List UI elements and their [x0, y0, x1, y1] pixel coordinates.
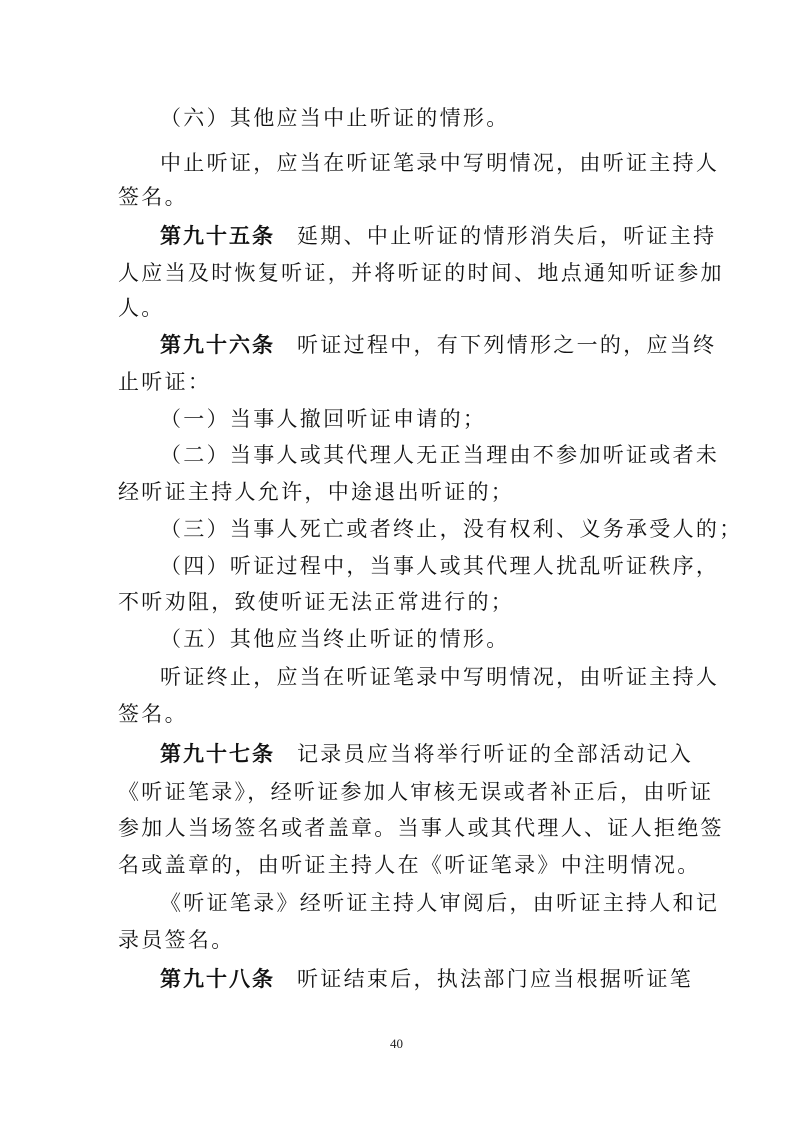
- line-text: （一）当事人撤回听证申请的；: [160, 407, 487, 431]
- article-heading: 第九十五条: [160, 224, 275, 248]
- text-line: [160, 145, 720, 181]
- text-line: [118, 364, 678, 400]
- text-line: [160, 437, 720, 473]
- line-text: 止听证：: [118, 370, 212, 394]
- article-97-line: [160, 736, 720, 772]
- line-text: （四）听证过程中，当事人或其代理人扰乱听证秩序，: [160, 554, 720, 578]
- text-line: [118, 810, 724, 846]
- text-line: [160, 511, 743, 547]
- line-text: （六）其他应当中止听证的情形。: [160, 106, 510, 130]
- text-line: [160, 401, 720, 437]
- text-line: [160, 548, 720, 584]
- text-line: [160, 885, 720, 921]
- page-number: 40: [390, 1036, 403, 1051]
- line-text: 名或盖章的，由听证主持人在《听证笔录》中注明情况。: [118, 853, 701, 877]
- line-text: 听证终止，应当在听证笔录中写明情况，由听证主持人: [160, 665, 720, 689]
- line-text: 听证结束后，执法部门应当根据听证笔: [297, 967, 694, 991]
- line-text: 录员签名。: [118, 928, 235, 952]
- text-line: [118, 290, 678, 326]
- line-text: （二）当事人或其代理人无正当理由不参加听证或者未: [160, 443, 720, 467]
- text-line: [118, 774, 714, 810]
- text-line: [118, 179, 678, 215]
- text-line: [160, 100, 720, 136]
- line-text: 不听劝阻，致使听证无法正常进行的；: [118, 590, 515, 614]
- text-line: [118, 255, 724, 291]
- text-line: [160, 621, 720, 657]
- line-text: 人。: [118, 296, 165, 320]
- line-text: 《听证笔录》经听证主持人审阅后，由听证主持人和记: [160, 891, 720, 915]
- text-line: [118, 474, 678, 510]
- article-95-line: [160, 218, 720, 254]
- line-text: 人应当及时恢复听证，并将听证的时间、地点通知听证参加: [118, 261, 724, 285]
- line-text: 中止听证，应当在听证笔录中写明情况，由听证主持人: [160, 151, 720, 175]
- article-96-line: [160, 327, 720, 363]
- article-heading: 第九十七条: [160, 742, 275, 766]
- line-text: 记录员应当将举行听证的全部活动记入: [297, 742, 694, 766]
- text-line: [160, 659, 720, 695]
- line-text: 《听证笔录》，经听证参加人审核无误或者补正后，由听证: [118, 780, 714, 804]
- line-text: （三）当事人死亡或者终止，没有权利、义务承受人的；: [160, 517, 743, 541]
- article-98-line: [160, 961, 720, 997]
- article-heading: 第九十六条: [160, 333, 275, 357]
- article-heading: 第九十八条: [160, 967, 275, 991]
- text-line: [118, 584, 678, 620]
- line-text: （五）其他应当终止听证的情形。: [160, 627, 510, 651]
- text-line: [118, 847, 701, 883]
- text-line: [118, 922, 678, 958]
- line-text: 参加人当场签名或者盖章。当事人或其代理人、证人拒绝签: [118, 816, 724, 840]
- line-text: 经听证主持人允许，中途退出听证的；: [118, 480, 515, 504]
- line-text: 延期、中止听证的情形消失后，听证主持: [297, 224, 717, 248]
- line-text: 听证过程中，有下列情形之一的，应当终: [297, 333, 717, 357]
- line-text: 签名。: [118, 185, 188, 209]
- line-text: 签名。: [118, 702, 188, 726]
- text-line: [118, 696, 678, 732]
